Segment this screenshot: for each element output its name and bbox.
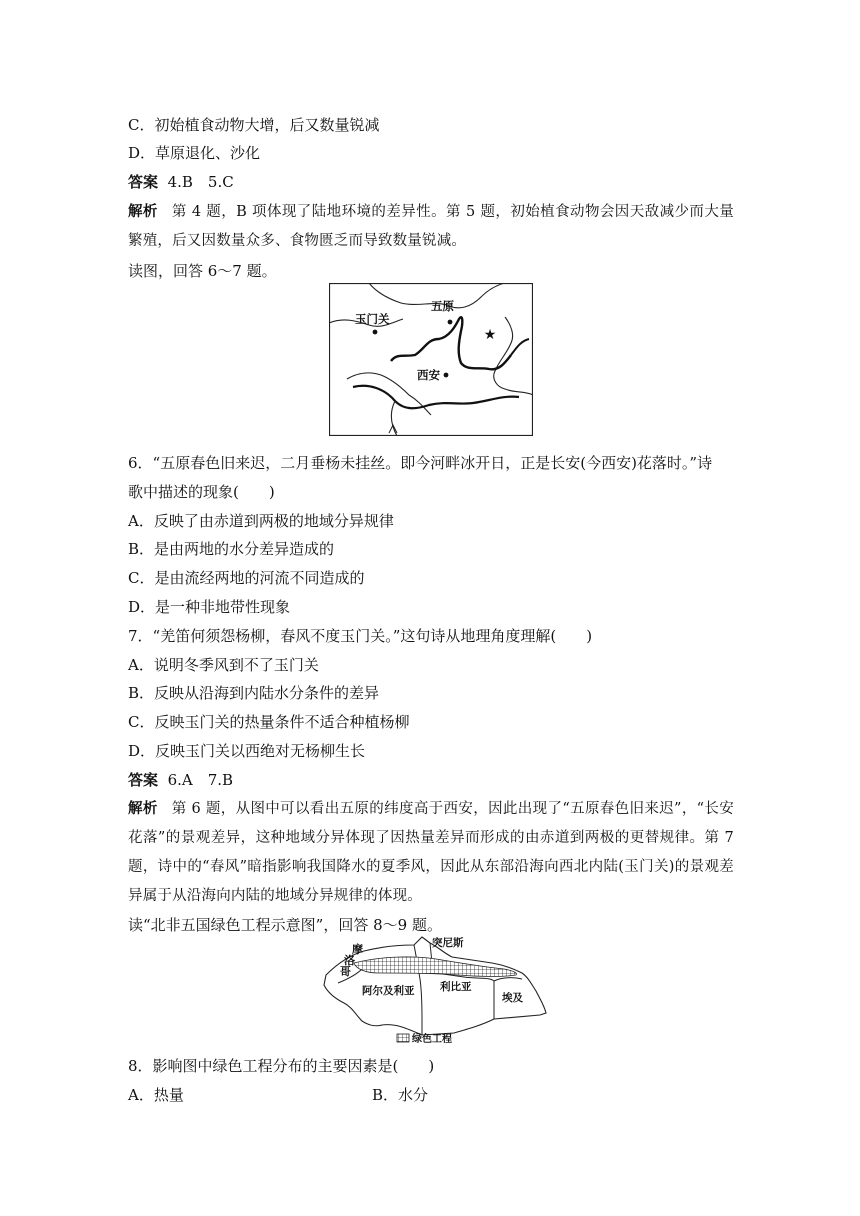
analysis-paragraph-2 [128,794,734,911]
answer-line-2 [128,770,233,790]
label-tunisia: 突尼斯 [432,937,464,949]
q7-stem: 7．“羌笛何须怨杨柳，春风不度玉门关。”这句诗从地理角度理解( ) [128,627,593,645]
answer-line [128,172,234,192]
label-egypt: 埃及 [502,992,523,1004]
xian-point [444,373,449,378]
q7-option-d: D．反映玉门关以西绝对无杨柳生长 [128,742,366,760]
q6-stem-line1: 6．“五原春色旧来迟，二月垂杨未挂丝。即今河畔冰开日，正是长安(今西安)花落时。”诗 [128,454,713,472]
q8-option-b: B．水分 [372,1086,429,1104]
option-d: D．草原退化、沙化 [128,144,261,162]
label-morocco-1: 摩 [352,943,363,956]
option-c: C．初始植食动物大增，后又数量锐减 [128,116,380,134]
analysis-paragraph [128,197,734,256]
label-morocco-3: 哥 [340,965,351,978]
instruction: 读图，回答 6～7 题。 [128,262,277,280]
q7-option-c: C．反映玉门关的热量条件不适合种植杨柳 [128,713,410,731]
label-libya: 利比亚 [440,981,472,993]
answer-text: 4.B 5.C [167,173,234,191]
q8-option-a: A．热量 [128,1086,184,1104]
legend-label: 绿色工程 [412,1034,452,1045]
label-yumenguan: 玉门关 [355,312,390,326]
q6-option-b: B．是由两地的水分差异造成的 [128,540,335,558]
instruction-2: 读“北非五国绿色工程示意图”，回答 8～9 题。 [128,916,442,934]
china-map-figure [329,283,533,436]
label-wuyuan: 五原 [431,299,454,313]
q8-stem: 8．影响图中绿色工程分布的主要因素是( ) [128,1057,435,1075]
analysis-text-2: 第 6 题，从图中可以看出五原的纬度高于西安，因此出现了“五原春色旧来迟”，“长安花落”的景观差异，这种地域分异体现了因热量差异而形成的由赤道到两极的更替规律。第 7 题，诗中的“春风”暗指影响我国降水的夏季风，因此从东部沿海向西北内陆(玉门关)的景观差异属于从沿海向内陆的地域分异规律的体现。 [128,801,734,904]
analysis-text: 第 4 题，B 项体现了陆地环境的差异性。第 5 题，初始植食动物会因天敌减少而大量繁殖，后又因数量众多、食物匮乏而导致数量锐减。 [128,204,734,249]
q6-option-c: C．是由流经两地的河流不同造成的 [128,569,365,587]
legend-swatch [397,1034,409,1042]
answer-label-2: 答案 [128,771,159,789]
q7-option-a: A．说明冬季风到不了玉门关 [128,656,319,674]
q7-option-b: B．反映从沿海到内陆水分条件的差异 [128,684,380,702]
yumenguan-point [373,330,378,335]
answer-label: 答案 [128,173,159,191]
q6-stem-line2: 歌中描述的现象( ) [128,483,275,501]
q6-option-d: D．是一种非地带性现象 [128,598,291,616]
label-xian: 西安 [417,368,440,382]
label-morocco-2: 洛 [344,954,355,967]
star-icon: ★ [483,327,497,343]
answer-text-2: 6.A 7.B [167,771,234,789]
q6-option-a: A．反映了由赤道到两极的地域分异规律 [128,512,394,530]
label-algeria: 阿尔及利亚 [362,985,415,997]
wuyuan-point [448,320,453,325]
analysis-label-2: 解析 [128,800,158,817]
analysis-label: 解析 [128,203,158,220]
north-africa-map-figure [318,933,548,1048]
